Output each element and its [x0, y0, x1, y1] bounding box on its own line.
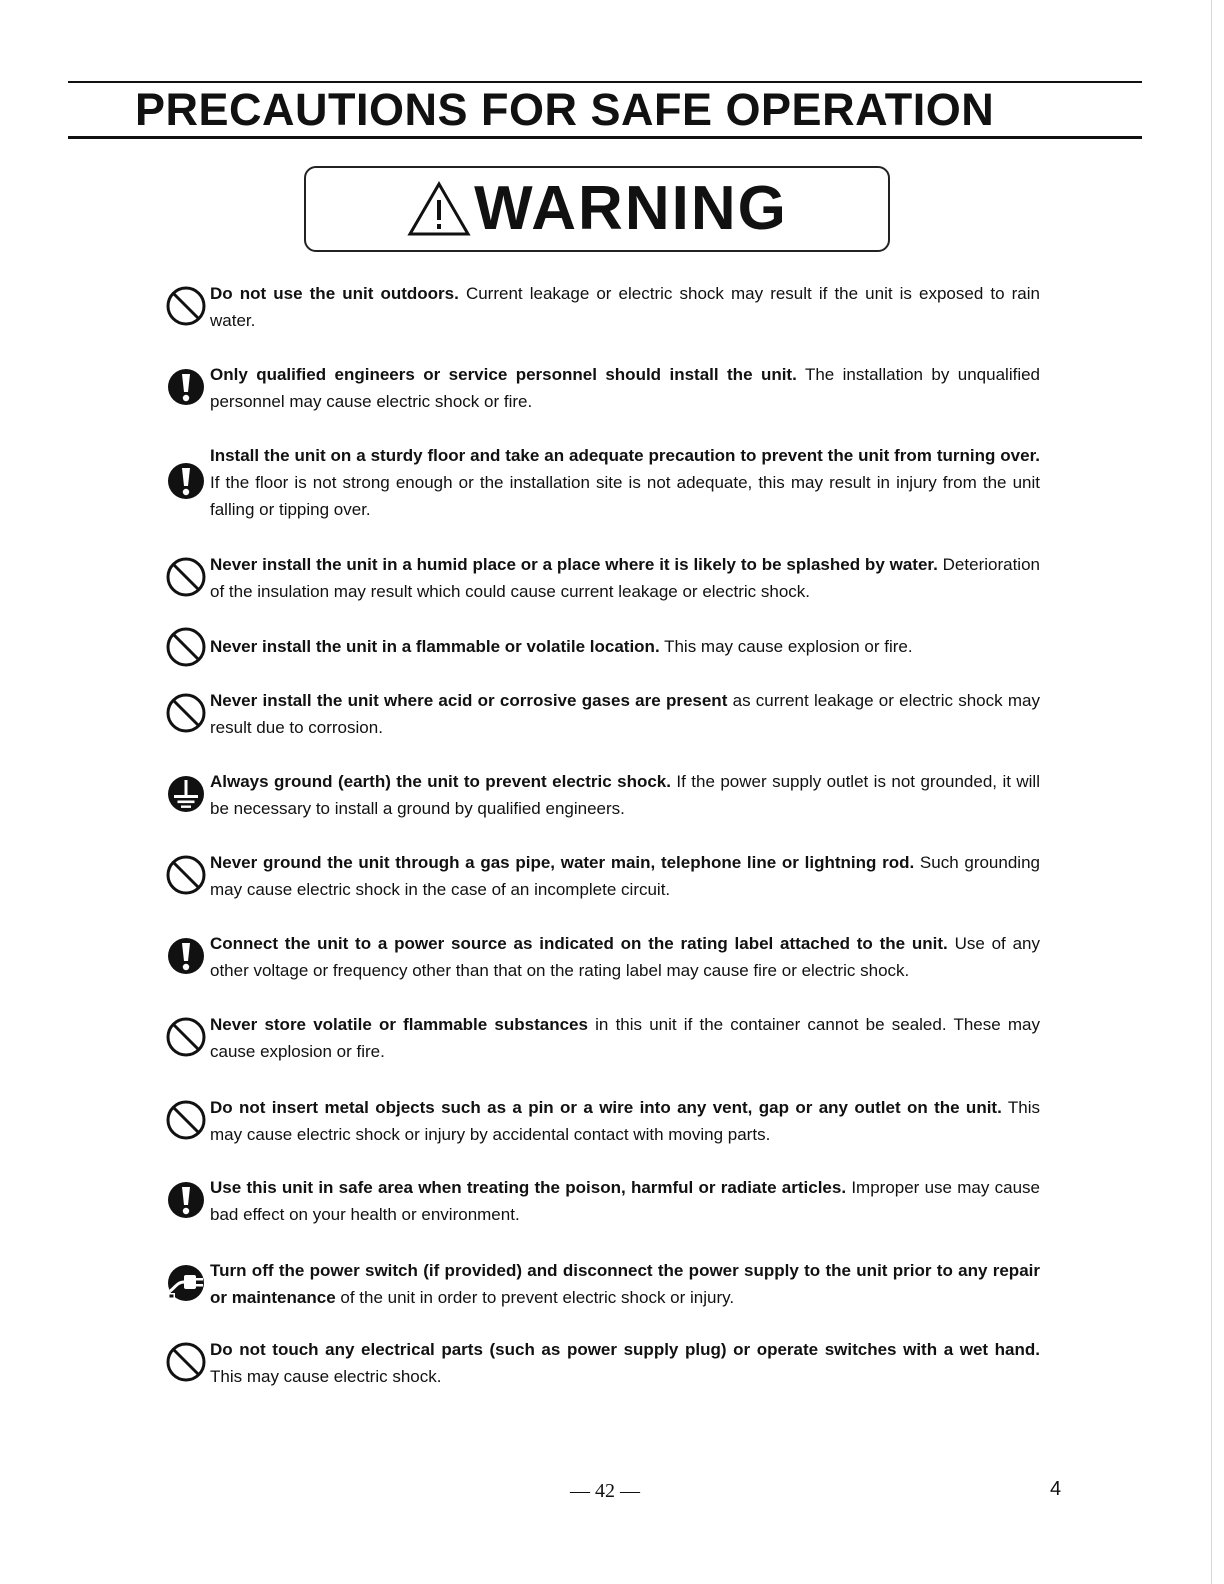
precaution-item — [165, 361, 1040, 415]
precaution-item — [165, 280, 1040, 334]
precaution-title: Do not insert metal objects such as a pin or a wire into any vent, gap or any outlet on the unit. — [210, 1098, 1002, 1117]
precaution-item — [165, 1094, 1040, 1148]
precaution-detail: If the power supply outlet is not grounded, it will be necessary to install a ground by qualified engineers. — [210, 772, 1040, 818]
prohibition-icon — [165, 1098, 209, 1142]
page-number: — 42 — — [570, 1480, 640, 1502]
precaution-item — [165, 633, 1040, 660]
precaution-detail: of the unit in order to prevent electric shock or injury. — [335, 1288, 735, 1307]
title-underline — [68, 136, 1142, 139]
mandatory-icon — [165, 459, 209, 503]
precaution-detail: The installation by unqualified personnel may cause electric shock or fire. — [210, 365, 1041, 411]
precaution-title: Never ground the unit through a gas pipe, water main, telephone line or lightning rod. — [210, 853, 915, 872]
mandatory-icon — [165, 365, 209, 409]
prohibition-icon — [165, 853, 209, 897]
prohibition-icon — [165, 1340, 209, 1384]
precaution-item — [165, 687, 1040, 741]
page-title: PRECAUTIONS FOR SAFE OPERATION — [135, 84, 995, 135]
precaution-item — [165, 1174, 1040, 1228]
precaution-detail: Deterioration of the insulation may result which could cause current leakage or electric shock. — [210, 555, 1040, 601]
precaution-title: Do not touch any electrical parts (such as power supply plug) or operate switches with a wet hand. — [210, 1340, 1040, 1359]
warning-banner — [304, 166, 890, 252]
precaution-detail: If the floor is not strong enough or the installation site is not adequate, this may result in injury from the unit falling or tipping over. — [210, 473, 1040, 519]
warning-triangle-icon — [406, 180, 472, 238]
precaution-item — [165, 442, 1040, 523]
precaution-title: Never install the unit in a flammable or volatile location. — [210, 637, 660, 656]
precaution-title: Never store volatile or flammable substances — [210, 1015, 588, 1034]
precaution-detail: This may cause electric shock. — [210, 1367, 442, 1386]
precaution-title: Connect the unit to a power source as indicated on the rating label attached to the unit. — [210, 934, 948, 953]
precaution-title: Turn off the power switch (if provided) and disconnect the power supply to the unit prior to any repair or maintenance — [210, 1261, 1040, 1307]
precaution-detail: in this unit if the container cannot be sealed. These may cause explosion or fire. — [210, 1015, 1040, 1061]
mandatory-icon — [165, 934, 209, 978]
precaution-title: Do not use the unit outdoors. — [210, 284, 459, 303]
prohibition-icon — [165, 625, 209, 669]
unplug-icon — [165, 1261, 209, 1305]
page-edge — [1211, 0, 1212, 1584]
precaution-detail: This may cause explosion or fire. — [659, 637, 913, 656]
precaution-title: Only qualified engineers or service personnel should install the unit. — [210, 365, 797, 384]
prohibition-icon — [165, 1015, 209, 1059]
precaution-item — [165, 1011, 1040, 1065]
precaution-item — [165, 768, 1040, 822]
prohibition-icon — [165, 284, 209, 328]
precaution-item — [165, 930, 1040, 984]
precaution-item — [165, 1257, 1040, 1311]
warning-label: WARNING — [474, 174, 788, 243]
mandatory-icon — [165, 1178, 209, 1222]
precaution-detail: Such grounding may cause electric shock in the case of an incomplete circuit. — [210, 853, 1040, 899]
precaution-item — [165, 849, 1040, 903]
precaution-title: Never install the unit where acid or corrosive gases are present — [210, 691, 728, 710]
prohibition-icon — [165, 691, 209, 735]
precaution-detail: as current leakage or electric shock may result due to corrosion. — [210, 691, 1041, 737]
prohibition-icon — [165, 555, 209, 599]
precaution-item — [165, 1336, 1040, 1390]
top-rule — [68, 81, 1142, 83]
precaution-item — [165, 551, 1040, 605]
precaution-detail: Improper use may cause bad effect on your health or environment. — [210, 1178, 1040, 1224]
ground-icon — [165, 772, 209, 816]
precaution-title: Never install the unit in a humid place or a place where it is likely to be splashed by water. — [210, 555, 938, 574]
precaution-detail: This may cause electric shock or injury by accidental contact with moving parts. — [210, 1098, 1040, 1144]
precaution-title: Install the unit on a sturdy floor and take an adequate precaution to prevent the unit from turning over. — [210, 446, 1040, 465]
precaution-title: Always ground (earth) the unit to prevent electric shock. — [210, 772, 671, 791]
precaution-title: Use this unit in safe area when treating the poison, harmful or radiate articles. — [210, 1178, 847, 1197]
precaution-detail: Use of any other voltage or frequency other than that on the rating label may cause fire or electric shock. — [210, 934, 1040, 980]
section-number: 4 — [1050, 1478, 1062, 1500]
precaution-detail: Current leakage or electric shock may result if the unit is exposed to rain water. — [210, 284, 1040, 330]
